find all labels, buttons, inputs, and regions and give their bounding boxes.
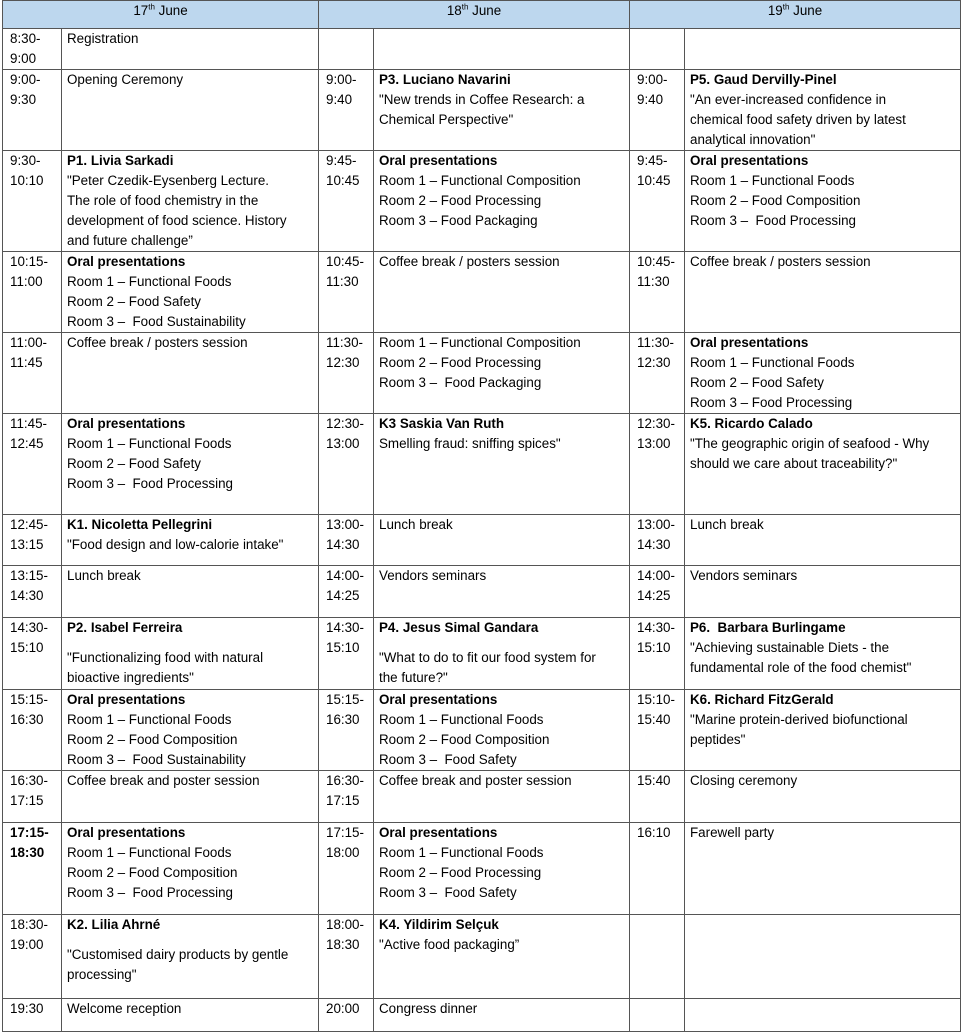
time-text: 15:10	[637, 640, 671, 655]
time-text: 13:00-	[637, 517, 675, 532]
time-slot	[630, 690, 685, 771]
session-cell	[685, 151, 961, 252]
session-title: Oral presentations	[67, 825, 186, 840]
time-text: 16:30-	[10, 773, 48, 788]
session-title: K6. Richard FitzGerald	[690, 692, 834, 707]
session-line: Coffee break / posters session	[379, 254, 560, 269]
time-text: 15:15-	[326, 692, 364, 707]
session-line: "What to do to fit our food system for	[379, 650, 596, 665]
session-line: Room 1 – Functional Foods	[67, 845, 232, 860]
session-line: "The geographic origin of seafood - Why	[690, 436, 930, 451]
session-cell	[374, 618, 630, 690]
day-header-row	[3, 1, 961, 29]
session-line: Room 3 – Food Sustainability	[67, 314, 246, 329]
time-text: 15:10	[326, 640, 360, 655]
session-line: development of food science. History	[67, 213, 287, 228]
session-cell	[374, 771, 630, 823]
session-line: bioactive ingredients"	[67, 670, 194, 685]
time-slot	[319, 771, 374, 823]
session-cell	[62, 999, 319, 1032]
session-title: P5. Gaud Dervilly-Pinel	[690, 72, 837, 87]
time-slot	[630, 999, 685, 1032]
time-text: 10:45	[326, 173, 360, 188]
session-title: Oral presentations	[67, 692, 186, 707]
session-cell	[374, 823, 630, 915]
time-slot	[3, 690, 62, 771]
time-text: 19:00	[10, 937, 44, 952]
time-slot	[319, 414, 374, 515]
session-line: Room 2 – Food Composition	[379, 732, 550, 747]
session-title: K4. Yildirim Selçuk	[379, 917, 499, 932]
session-line: Room 2 – Food Composition	[690, 193, 861, 208]
time-text: 17:15	[326, 793, 360, 808]
schedule-row	[3, 999, 961, 1032]
session-line: "Achieving sustainable Diets - the	[690, 640, 890, 655]
session-cell	[62, 566, 319, 618]
time-slot	[3, 566, 62, 618]
session-line: The role of food chemistry in the	[67, 193, 259, 208]
session-line: Room 3 – Food Safety	[379, 752, 517, 767]
session-line: Registration	[67, 31, 139, 46]
time-slot	[3, 999, 62, 1032]
schedule-row	[3, 414, 961, 515]
time-text: 13:15-	[10, 568, 48, 583]
time-text: 10:10	[10, 173, 44, 188]
session-title: Oral presentations	[379, 825, 498, 840]
time-slot	[3, 618, 62, 690]
session-cell	[685, 333, 961, 414]
session-line: Vendors seminars	[379, 568, 487, 583]
session-line: Room 3 – Food Processing	[67, 885, 233, 900]
time-slot	[630, 771, 685, 823]
session-title: K3 Saskia Van Ruth	[379, 416, 505, 431]
session-title: K1. Nicoletta Pellegrini	[67, 517, 213, 532]
time-text: 16:10	[637, 825, 671, 840]
time-slot	[319, 29, 374, 70]
time-text: 14:30-	[326, 620, 364, 635]
time-text: 9:00	[10, 51, 37, 66]
session-title: P3. Luciano Navarini	[379, 72, 511, 87]
session-cell	[685, 823, 961, 915]
session-cell	[685, 252, 961, 333]
session-line: Room 1 – Functional Composition	[379, 335, 581, 350]
spacer	[67, 935, 314, 945]
time-text: 14:25	[326, 588, 360, 603]
session-cell	[62, 823, 319, 915]
session-cell	[62, 151, 319, 252]
session-line: Room 3 – Food Packaging	[379, 375, 542, 390]
time-text: 10:45	[637, 173, 671, 188]
session-cell	[685, 414, 961, 515]
session-line: "Active food packaging”	[379, 937, 520, 952]
day-header: 18th June	[319, 1, 630, 29]
time-text: 19:30	[10, 1001, 44, 1016]
time-text: 9:00-	[326, 72, 357, 87]
session-cell	[62, 915, 319, 999]
time-text: 15:40	[637, 712, 671, 727]
session-line: "New trends in Coffee Research: a	[379, 92, 585, 107]
time-slot	[630, 515, 685, 566]
session-title: P1. Livia Sarkadi	[67, 153, 174, 168]
session-line: processing"	[67, 967, 137, 982]
time-slot	[319, 70, 374, 151]
time-text: 11:30-	[326, 335, 363, 350]
schedule-row	[3, 823, 961, 915]
time-text: 17:15	[10, 793, 44, 808]
time-text: 16:30	[326, 712, 360, 727]
time-slot	[630, 618, 685, 690]
time-slot	[319, 252, 374, 333]
time-slot	[319, 333, 374, 414]
session-cell	[62, 618, 319, 690]
time-text: 9:00-	[637, 72, 668, 87]
session-cell	[62, 70, 319, 151]
time-slot	[630, 29, 685, 70]
session-line: Coffee break and poster session	[379, 773, 572, 788]
session-line: analytical innovation"	[690, 132, 816, 147]
time-text: 8:30-	[10, 31, 41, 46]
time-text: 14:30	[637, 537, 671, 552]
time-text: 16:30	[10, 712, 44, 727]
time-slot	[630, 252, 685, 333]
session-title: Oral presentations	[690, 153, 809, 168]
time-slot	[3, 515, 62, 566]
time-slot	[319, 999, 374, 1032]
time-text: 18:30-	[10, 917, 48, 932]
time-slot	[630, 414, 685, 515]
session-cell	[685, 915, 961, 999]
session-line: Room 2 – Food Safety	[690, 375, 824, 390]
session-cell	[374, 999, 630, 1032]
time-text: 12:30	[637, 355, 671, 370]
time-text: 12:45	[10, 436, 44, 451]
time-text: 15:40	[637, 773, 671, 788]
session-line: the future?"	[379, 670, 448, 685]
session-line: Room 2 – Food Processing	[379, 193, 542, 208]
session-cell	[685, 566, 961, 618]
day-header: 17th June	[3, 1, 319, 29]
time-text: 9:40	[637, 92, 664, 107]
time-slot	[319, 690, 374, 771]
time-text: 11:30-	[637, 335, 674, 350]
time-slot	[3, 823, 62, 915]
session-line: Room 3 – Food Sustainability	[67, 752, 246, 767]
session-cell	[374, 151, 630, 252]
time-slot	[3, 29, 62, 70]
time-slot	[319, 566, 374, 618]
session-line: "An ever-increased confidence in	[690, 92, 887, 107]
session-title: Oral presentations	[67, 254, 186, 269]
session-line: Room 2 – Food Composition	[67, 865, 238, 880]
session-title: P2. Isabel Ferreira	[67, 620, 183, 635]
session-cell	[685, 618, 961, 690]
session-line: chemical food safety driven by latest	[690, 112, 906, 127]
session-line: Room 1 – Functional Composition	[379, 173, 581, 188]
session-line: "Functionalizing food with natural	[67, 650, 264, 665]
session-line: Coffee break / posters session	[67, 335, 248, 350]
time-text: 13:00-	[326, 517, 364, 532]
time-text: 11:00	[10, 274, 43, 289]
time-text: 15:10-	[637, 692, 675, 707]
time-text: 14:30	[326, 537, 360, 552]
schedule-row	[3, 618, 961, 690]
time-text: 17:15-	[326, 825, 364, 840]
time-text: 14:25	[637, 588, 671, 603]
time-slot	[319, 823, 374, 915]
session-cell	[685, 999, 961, 1032]
session-cell	[374, 915, 630, 999]
congress-schedule-table	[2, 0, 961, 1032]
time-text: 9:40	[326, 92, 353, 107]
session-line: Room 1 – Functional Foods	[379, 712, 544, 727]
schedule-row	[3, 515, 961, 566]
time-slot	[630, 823, 685, 915]
session-cell	[374, 690, 630, 771]
session-line: Opening Ceremony	[67, 72, 184, 87]
session-cell	[62, 333, 319, 414]
session-line: Lunch break	[690, 517, 764, 532]
time-text: 10:15-	[10, 254, 48, 269]
time-text: 15:15-	[10, 692, 48, 707]
session-line: Room 1 – Functional Foods	[67, 274, 232, 289]
session-line: "Marine protein-derived biofunctional	[690, 712, 908, 727]
schedule-row	[3, 151, 961, 252]
session-line: "Customised dairy products by gentle	[67, 947, 289, 962]
time-text: 13:00	[637, 436, 671, 451]
time-text: 11:45	[10, 355, 43, 370]
session-line: Chemical Perspective"	[379, 112, 514, 127]
time-text: 12:30	[326, 355, 360, 370]
time-text: 12:30-	[326, 416, 364, 431]
schedule-row	[3, 566, 961, 618]
time-text: 12:45-	[10, 517, 48, 532]
spacer	[379, 638, 625, 648]
schedule-row	[3, 70, 961, 151]
session-line: Smelling fraud: sniffing spices"	[379, 436, 561, 451]
time-text: 17:15-	[10, 825, 49, 840]
session-title: Oral presentations	[690, 335, 809, 350]
session-cell	[62, 771, 319, 823]
session-line: Welcome reception	[67, 1001, 182, 1016]
time-slot	[630, 333, 685, 414]
session-line: Room 3 – Food Safety	[379, 885, 517, 900]
session-line: Room 3 – Food Processing	[67, 476, 233, 491]
session-cell	[62, 515, 319, 566]
time-text: 10:45-	[326, 254, 364, 269]
session-line: fundamental role of the food chemist"	[690, 660, 912, 675]
time-text: 9:30	[10, 92, 37, 107]
time-text: 11:00-	[10, 335, 47, 350]
time-slot	[630, 70, 685, 151]
session-cell	[62, 690, 319, 771]
session-line: Room 3 – Food Processing	[690, 213, 856, 228]
schedule-row	[3, 29, 961, 70]
schedule-row	[3, 690, 961, 771]
time-slot	[3, 771, 62, 823]
session-line: "Peter Czedik-Eysenberg Lecture.	[67, 173, 269, 188]
session-line: Room 2 – Food Safety	[67, 456, 201, 471]
time-slot	[319, 915, 374, 999]
time-slot	[630, 566, 685, 618]
session-line: should we care about traceability?"	[690, 456, 898, 471]
time-text: 14:00-	[326, 568, 364, 583]
session-title: Oral presentations	[379, 692, 498, 707]
time-slot	[3, 333, 62, 414]
time-slot	[3, 915, 62, 999]
time-text: 14:30	[10, 588, 44, 603]
time-text: 14:30-	[637, 620, 675, 635]
time-text: 18:30	[326, 937, 360, 952]
time-text: 18:00	[326, 845, 360, 860]
time-text: 12:30-	[637, 416, 675, 431]
time-text: 18:00-	[326, 917, 364, 932]
time-text: 9:45-	[326, 153, 357, 168]
time-text: 11:30	[637, 274, 670, 289]
session-title: Oral presentations	[67, 416, 186, 431]
session-line: Lunch break	[67, 568, 141, 583]
session-cell	[685, 29, 961, 70]
session-line: Coffee break / posters session	[690, 254, 871, 269]
session-cell	[62, 252, 319, 333]
session-line: Room 1 – Functional Foods	[67, 712, 232, 727]
session-line: Room 1 – Functional Foods	[379, 845, 544, 860]
session-line: Congress dinner	[379, 1001, 478, 1016]
session-line: Room 3 – Food Packaging	[379, 213, 538, 228]
time-text: 13:15	[10, 537, 44, 552]
session-line: Room 3 – Food Processing	[690, 395, 853, 410]
session-cell	[62, 29, 319, 70]
time-slot	[3, 151, 62, 252]
session-line: Closing ceremony	[690, 773, 798, 788]
time-text: 20:00	[326, 1001, 360, 1016]
session-cell	[374, 414, 630, 515]
session-line: Room 2 – Food Processing	[379, 355, 542, 370]
schedule-row	[3, 915, 961, 999]
session-cell	[374, 252, 630, 333]
session-line: Room 2 – Food Safety	[67, 294, 201, 309]
session-line: Room 1 – Functional Foods	[690, 355, 855, 370]
time-text: 15:10	[10, 640, 44, 655]
time-text: 9:45-	[637, 153, 668, 168]
session-cell	[374, 333, 630, 414]
time-slot	[3, 252, 62, 333]
session-line: Room 1 – Functional Foods	[67, 436, 232, 451]
schedule-row	[3, 771, 961, 823]
session-title: K5. Ricardo Calado	[690, 416, 813, 431]
session-cell	[685, 70, 961, 151]
time-text: 14:00-	[637, 568, 675, 583]
session-cell	[62, 414, 319, 515]
session-cell	[374, 515, 630, 566]
time-text: 14:30-	[10, 620, 48, 635]
spacer	[67, 638, 314, 648]
time-text: 11:30	[326, 274, 359, 289]
time-slot	[319, 618, 374, 690]
schedule-body	[3, 29, 961, 1032]
session-line: Room 2 – Food Composition	[67, 732, 238, 747]
session-cell	[685, 771, 961, 823]
time-text: 13:00	[326, 436, 360, 451]
time-text: 16:30-	[326, 773, 364, 788]
session-cell	[374, 70, 630, 151]
session-line: Vendors seminars	[690, 568, 798, 583]
schedule-row	[3, 333, 961, 414]
time-slot	[630, 151, 685, 252]
day-header: 19th June	[630, 1, 961, 29]
session-line: and future challenge”	[67, 233, 193, 248]
time-slot	[3, 414, 62, 515]
session-cell	[374, 566, 630, 618]
session-line: Coffee break and poster session	[67, 773, 260, 788]
time-slot	[319, 151, 374, 252]
session-line: Farewell party	[690, 825, 775, 840]
time-text: 11:45-	[10, 416, 47, 431]
session-line: peptides"	[690, 732, 746, 747]
session-cell	[685, 515, 961, 566]
session-line: Room 2 – Food Processing	[379, 865, 542, 880]
session-title: P4. Jesus Simal Gandara	[379, 620, 539, 635]
session-title: P6. Barbara Burlingame	[690, 620, 846, 635]
time-text: 9:30-	[10, 153, 41, 168]
session-title: K2. Lilia Ahrné	[67, 917, 161, 932]
time-slot	[319, 515, 374, 566]
time-text: 10:45-	[637, 254, 675, 269]
session-cell	[685, 690, 961, 771]
session-line: Room 1 – Functional Foods	[690, 173, 855, 188]
time-slot	[3, 70, 62, 151]
session-cell	[374, 29, 630, 70]
schedule-row	[3, 252, 961, 333]
time-slot	[630, 915, 685, 999]
session-line: "Food design and low-calorie intake"	[67, 537, 284, 552]
time-text: 9:00-	[10, 72, 41, 87]
session-title: Oral presentations	[379, 153, 498, 168]
time-text: 18:30	[10, 845, 45, 860]
session-line: Lunch break	[379, 517, 453, 532]
